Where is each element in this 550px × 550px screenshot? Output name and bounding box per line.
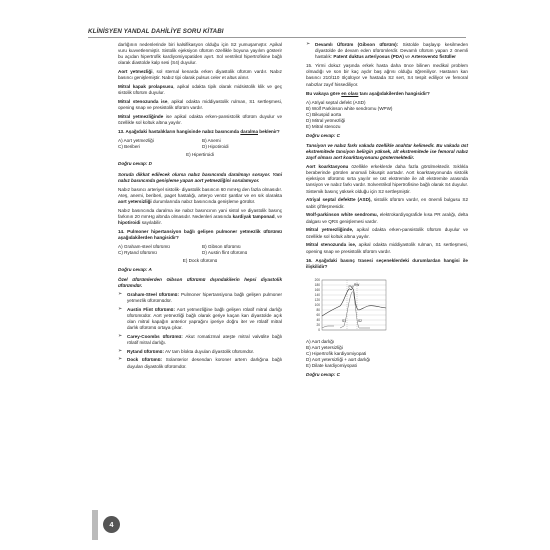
- page-number: 4: [103, 516, 120, 533]
- paragraph: Wolf-parkinson white sendromu, elektrokardiyografide kısa PR aralığı, delta dalgası ve QRS genişlemesi vardır.: [306, 212, 469, 224]
- option: A) Aort yetmezliği: [118, 138, 154, 144]
- pw-label: PW: [348, 284, 354, 289]
- paragraph: Atriyal septal defektte (ASD), sistolik üfürüm vardır, en önemli bulgusu S2 sabit çiftleşmesidir.: [306, 197, 468, 209]
- y-tick-label: 100: [314, 302, 320, 307]
- question-15: 15. Yirmi dokuz yaşında erkek hasta daha önce bilinen medikal problem olmadığı ve son bir kaç aydır baş ağrısı olduğu öğreniliyor. Hastanın kan basıncı 210/110 ölçülüyor ve hastada S2 sert, S4 tespit ediliyor ve femoral nabızlar zayıf hissediliyor.: [306, 63, 468, 87]
- option: E) Hipertiroidi: [186, 152, 214, 158]
- question-16-options: [306, 339, 468, 369]
- y-tick-label: 200: [314, 277, 320, 282]
- y-tick-label: 60: [316, 312, 320, 317]
- y-tick-label: 160: [314, 287, 320, 292]
- option: D) Aort yetersizliği + aort darlığı: [306, 356, 371, 362]
- bullet-item: ➢ Dock üfürümü: Solanterior desendan koroner artern darlığına bağlı duyulan diyastolik üfürümdür.: [118, 357, 282, 369]
- bullet-item: ➢ Graham-Steel üfürümü: Pulmoner hipertansiyona bağlı gelişen pulmoner yetmezlik üfürümüdür.: [118, 292, 282, 304]
- question-13-options: [118, 138, 282, 150]
- explanation-note: Özel üfürümlerden Gibson üfürümü dışındakilerin hepsi diyastolik üfürümdür.: [118, 277, 282, 289]
- explanation-note: Tansiyon ve nabız farkı vakada özellikle anahtar kelimedir. Bu vakada üst ekstremitede tansiyon belirgin yüksek, alt ekstremitede ise femoral nabız zayıf olması aort koarktasyonunu göstermektedir.: [306, 143, 468, 161]
- paragraph: Mitral yetmezliğinde, apikal odakta erken-pansistolik üfürüm duyulur ve özellikle sol koltuk altına yayılır.: [306, 227, 468, 239]
- option: B) Anemi: [202, 138, 221, 144]
- option: C) Hipertrofik kardiyomiyopati: [306, 350, 367, 356]
- s1-label: S1: [342, 318, 346, 323]
- answer: Doğru cevap: D: [118, 161, 152, 167]
- answer: Doğru cevap: A: [118, 267, 152, 273]
- paragraph: Mitral stenozunda ise, apikal odakta middiyastolik rulman, S1 sertleşmesi, opening snap ve presistolik üfürüm vardır.: [306, 242, 468, 254]
- paragraph: darlığının nedenlerinde biri kalsifikasyon olduğu için S2 yumuşamıştır. Apikal vuru kuvvetlenmiştir. Sistolik ejeksiyon üfürüm özellikle boyuna yayılım gösterir bu açıdan hipertrofik kardiyomiyopatiden ayırt. Sol ventrikül hipertrofisine bağlı olarak diastolde kalp sesi (S4) duyulur.: [118, 42, 282, 66]
- y-tick-label: 80: [316, 307, 320, 312]
- option: B) Wolf Parkinson white sendromu (WPW): [306, 105, 393, 111]
- arterial-pressure-trace: [322, 288, 386, 316]
- option: D) Hipotiroidi: [202, 144, 229, 150]
- option: E) Dilate kardiyomiyopati: [306, 363, 357, 369]
- page-edge-bar: [92, 510, 98, 540]
- y-tick-label: 140: [314, 292, 320, 297]
- option: E) Dock üfürümü: [182, 258, 218, 264]
- y-tick-label: 180: [314, 282, 320, 287]
- paragraph: Nabız basıncında daralma ise nabız basıncının yani sistol ve diyastolik basınç farkının 20 mmHg altında olmasıdır. Nedenleri arasında kardiyak tamponad, ve hipotiroidi sayılabilir.: [118, 207, 282, 225]
- question-15-options: [306, 100, 468, 130]
- option: C) Bikuspid aorta: [306, 111, 342, 117]
- option: E) Mitral stenozu: [306, 123, 341, 129]
- question-14-options: [118, 244, 282, 256]
- right-column: [306, 42, 468, 382]
- bullet-item: ➢ Devamlı Üfürüm (Gibson üfürüm): Sistolde başlayıp kesilmeden diyastolde de devam eden üfürümlerdir. Devamlı üfürüm yapan 2 önemli hastalık: Patent duktus arteriyosus (PDA) ve Arterovenöz fistüller: [306, 42, 468, 60]
- question-15-prompt: Bu vakaya göre en olası tanı aşağıdakilerden hangisidir?: [306, 90, 430, 96]
- answer: Doğru cevap: C: [306, 133, 340, 139]
- question-13: 13. Aşağıdaki hastalıkların hangisinde nabız basıncında daralma beklenir?: [118, 129, 280, 135]
- y-tick-label: 40: [316, 317, 320, 322]
- paragraph: Aort koarktasyonu özellikle erkeklerde daha fazla görülmektedir. Sıklıkla beraberinde görülen anomali bikuspit aortadır. Aort koarktasyonunda sistolik ejeksiyon üfürümü sırta yayılır ve üst ekstremite ile alt ekstremite arasında tansiyon ve nabız farkı vardır. Solventrikül hipertrofisine bağlı olarak S4 duyulur. Sistemik basınç yüksek olduğu için S2 sertleşmiştir.: [306, 164, 468, 194]
- answer: Doğru cevap: C: [306, 372, 340, 378]
- y-tick-label: 120: [314, 297, 320, 302]
- book-title: KLİNİSYEN YANDAL DAHİLİYE SORU KİTABI: [88, 28, 224, 35]
- rw-label: RW: [354, 282, 360, 287]
- option: A) Graham-steel üfürümü: [118, 243, 170, 249]
- option: D) Mitral yetmezliği: [306, 117, 346, 123]
- paragraph: Nabız basıncı arteriyel sistolik- diyastolik basıncın 60 mmHg den fazla olmasıdır. Ateş, anemi, beriberi, paget hastalığı, arteryo venöz şantlar ve en sık olarakta aort yetersizliği durumlarında nabız basıncında genişleme görülür.: [118, 186, 282, 204]
- paragraph: Aort yetmezliği, sol sternal kenarda erken diyastolik üfürüm vardır. Nabız basıncı genişlemiştir. Nabız tipi olarak pulsus celer et altus alınır.: [118, 69, 282, 81]
- option: B) Gibson üfürümü: [202, 243, 241, 249]
- option: C) Beriberi: [118, 144, 140, 150]
- question-16: 16. Aşağıdaki basınç trasesi seçeneklerdeki durumlardan hangisi ile ilişkilidir?: [306, 257, 468, 269]
- option: C) Rytand üfürümü: [118, 250, 157, 255]
- pressure-trace-figure: [310, 276, 390, 334]
- option: D) Austin flint üfürümü: [202, 250, 248, 255]
- paragraph: Mitral stenozunda ise, apikal odakta middiyastolik rulman, S1 sertleşmesi, opening snap ve presistolik üfürüm vardır.: [118, 99, 282, 111]
- y-tick-label: 20: [316, 322, 320, 327]
- left-column: [118, 42, 282, 372]
- option: B) Aort yetersizliği: [306, 344, 343, 350]
- bullet-item: ➢ Austin Flint üfürümü: Aort yetmezliğine bağlı gelişen rölatif mitral darlığı üfürümüdür. Aort yetmezliği bağlı olarak geriye kaçan kan diyastolde açık olan mitral kapağın anterior yaprağını iperiye doğru iter ve rölatif mitral darlık üfürümü ortaya çıkar.: [118, 307, 282, 331]
- question-14: 14. Pulmoner hipertansiyon bağlı gelişen pulmoner yetmezlik üfürümü aşağıdakilerden hangisidir?: [118, 228, 282, 241]
- bullet-item: ➢ Carey-Coombs üfürümü: Akut romatizmal ateşte mitral valvülite bağlı rölatif mitral darlığı.: [118, 334, 282, 346]
- paragraph: Mitral yetmezliğinde ise apikal odakta erken-pansistolik üfürüm duyulur ve özellikle sol koltuk altına yayılır.: [118, 114, 282, 126]
- paragraph: Mitral kapak prolapsusu, apikal odakta tipik olarak midsistolik klik ve geç sistolik üfürüm duyulur.: [118, 84, 282, 96]
- page-header: [88, 20, 466, 38]
- y-tick-label: 0: [318, 327, 320, 332]
- explanation-note: Soruda dikkat edilecek olursa nabız basıncında daralmayı soruyor. Yani nabız basıncında genişleme yapan aort yetmezliğini sorulamıyor.: [118, 171, 282, 183]
- bullet-item: ➢ Rytand üfürümü: AV tam blokta duyulan diyastolik üfürümdür.: [118, 349, 282, 355]
- option: A) Atriyal septal defekt (ASD): [306, 99, 366, 105]
- option: A) Aort darlığı: [306, 338, 335, 344]
- chart-grid: [322, 280, 386, 330]
- s2-label: S2: [358, 318, 362, 323]
